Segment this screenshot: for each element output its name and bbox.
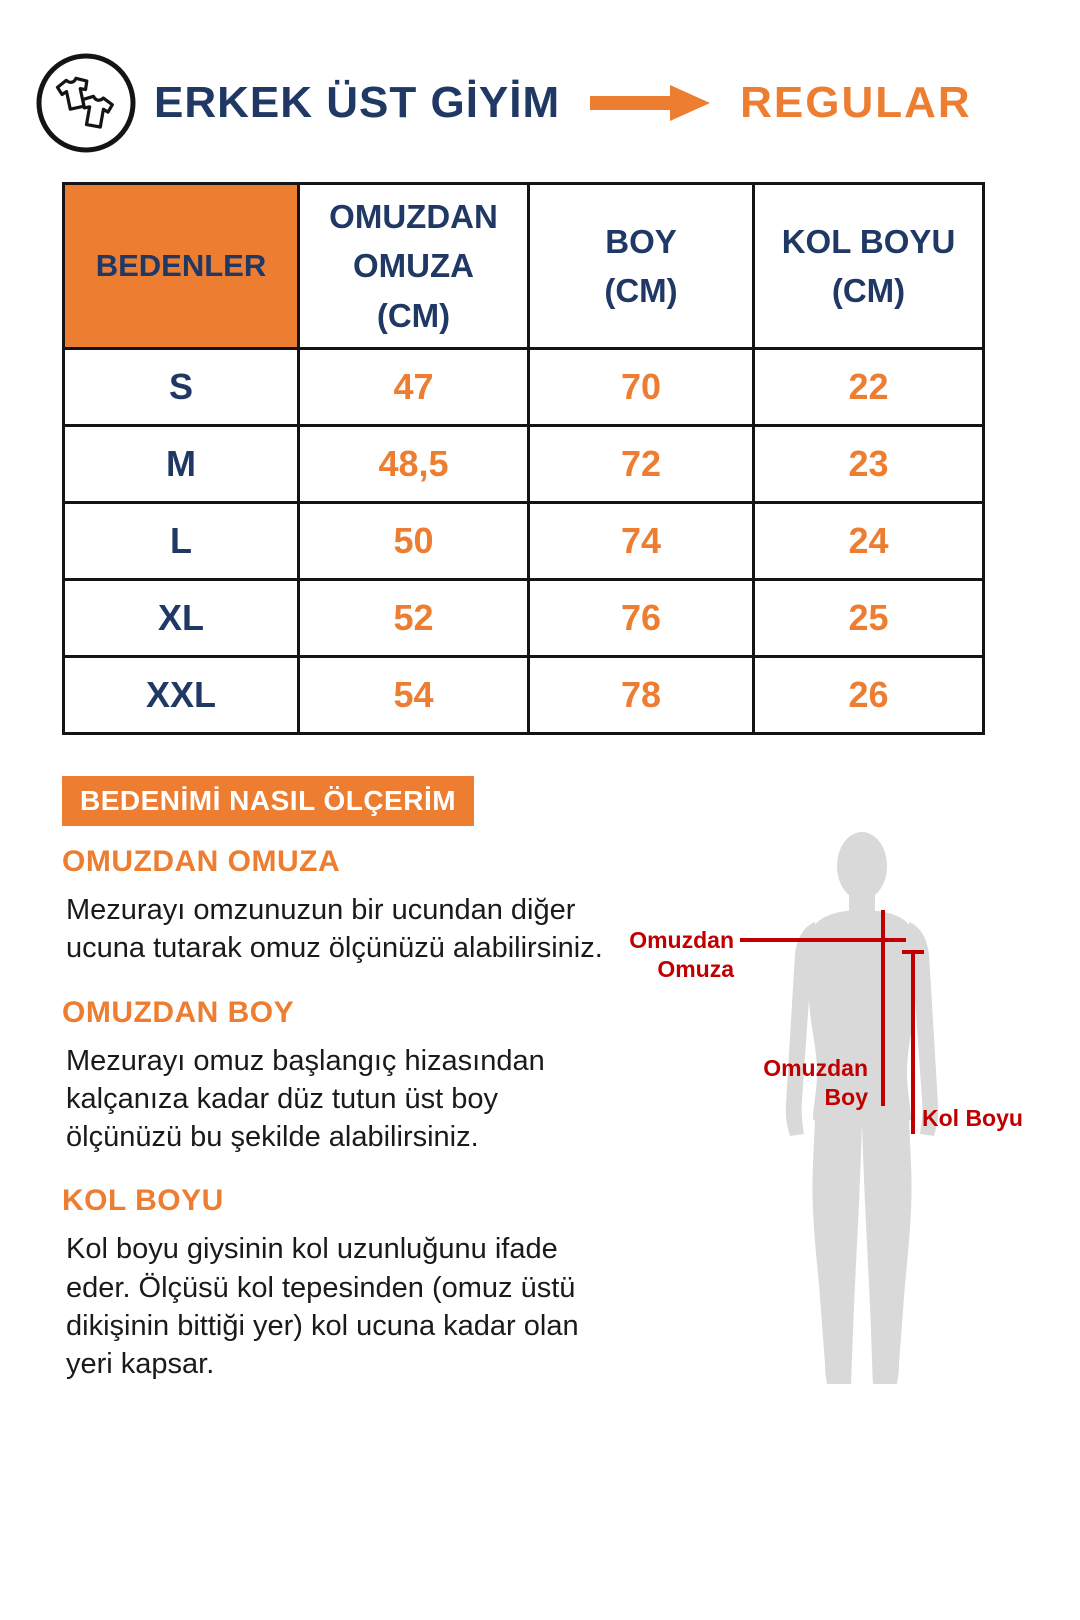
table-header-row — [64, 184, 984, 349]
length-cell: 70 — [529, 349, 754, 426]
size-cell: S — [64, 349, 299, 426]
guide-text-length: Mezurayı omuz başlangıç hizasından kalçanıza kadar düz tutun üst boy ölçünüzü bu şekilde alabilirsiniz. — [66, 1044, 545, 1154]
column-header-sizes: BEDENLER — [64, 184, 299, 349]
tshirts-icon — [34, 51, 138, 155]
header-line: KOL BOYU — [781, 222, 956, 260]
figure-label-omuzdan-omuza: Omuzdan Omuza — [629, 927, 734, 982]
sleeve-cell: 22 — [754, 349, 984, 426]
header — [34, 50, 972, 156]
length-cell: 76 — [529, 580, 754, 657]
guide-text-sleeve: Kol boyu giysinin kol uzunluğunu ifade eder. Ölçüsü kol tepesinden (omuz üstü dikişinin bittiği yer) kol ucuna kadar olan yeri kapsar. — [66, 1233, 579, 1381]
guide-heading-length: OMUZDAN BOY — [62, 995, 295, 1029]
figure-label-omuzdan-boy: Omuzdan Boy — [763, 1055, 868, 1110]
table-row — [64, 580, 984, 657]
header-line: (CM) — [604, 272, 678, 309]
shoulder-cell: 47 — [299, 349, 529, 426]
header-line: (CM) — [376, 296, 451, 334]
size-table — [62, 182, 985, 735]
length-cell: 78 — [529, 657, 754, 734]
column-header-sleeve — [754, 184, 984, 349]
size-cell: L — [64, 503, 299, 580]
shoulder-cell: 50 — [299, 503, 529, 580]
length-cell: 72 — [529, 426, 754, 503]
how-to-measure-banner: BEDENİMİ NASIL ÖLÇERİM — [62, 776, 474, 826]
length-cell: 74 — [529, 503, 754, 580]
table-row — [64, 349, 984, 426]
guide-heading-sleeve: KOL BOYU — [62, 1184, 224, 1218]
shoulder-cell: 48,5 — [299, 426, 529, 503]
size-cell: XL — [64, 580, 299, 657]
table-row — [64, 503, 984, 580]
sleeve-cell: 26 — [754, 657, 984, 734]
sleeve-cell: 23 — [754, 426, 984, 503]
table-row — [64, 426, 984, 503]
shoulder-cell: 52 — [299, 580, 529, 657]
table-row — [64, 657, 984, 734]
figure-label-kol-boyu: Kol Boyu — [922, 1105, 1023, 1131]
guide-heading-shoulder: OMUZDAN OMUZA — [62, 845, 341, 878]
arrow-right-icon — [590, 80, 712, 126]
fit-type-label: REGULAR — [740, 78, 972, 127]
header-line: OMUZA — [353, 247, 474, 285]
sleeve-cell: 25 — [754, 580, 984, 657]
header-line: OMUZDAN — [329, 197, 498, 235]
shoulder-cell: 54 — [299, 657, 529, 734]
measurement-figure — [600, 822, 1040, 1402]
size-cell: XXL — [64, 657, 299, 734]
size-cell: M — [64, 426, 299, 503]
header-line: (CM) — [831, 272, 906, 309]
column-header-length — [529, 184, 754, 349]
category-title: ERKEK ÜST GİYİM — [154, 78, 561, 127]
column-header-shoulder — [299, 184, 529, 349]
measurement-guide — [62, 845, 607, 1383]
header-line: BOY — [605, 222, 677, 260]
sleeve-cell: 24 — [754, 503, 984, 580]
guide-text-shoulder: Mezurayı omzunuzun bir ucundan diğer ucuna tutarak omuz ölçünüzü alabilirsiniz. — [66, 894, 603, 965]
